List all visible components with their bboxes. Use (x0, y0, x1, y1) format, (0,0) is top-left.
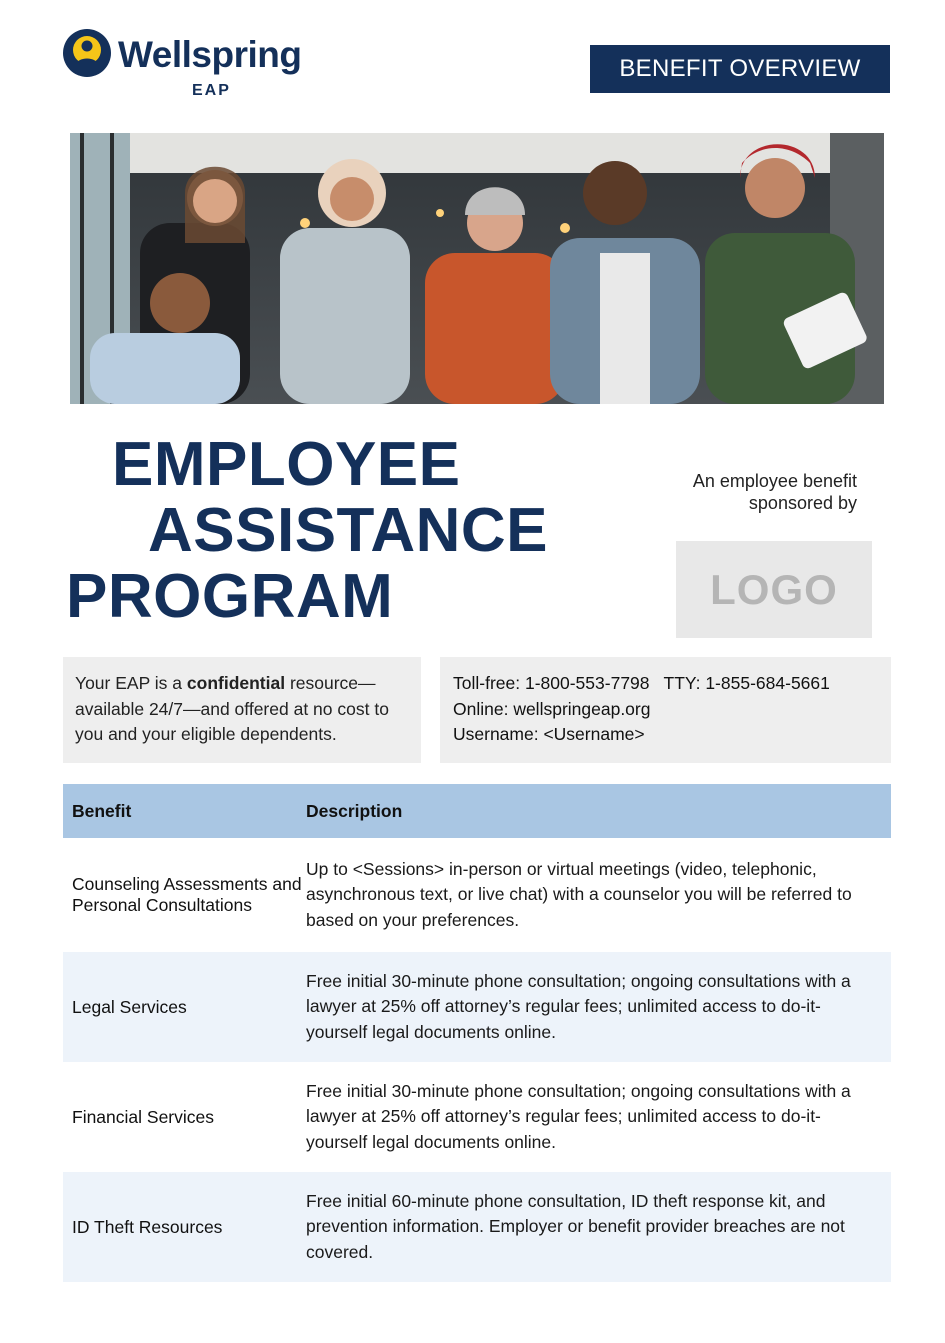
benefit-name: Counseling Assessments and Personal Consultations (72, 873, 302, 915)
intro-box (63, 657, 421, 763)
wellspring-logo-icon (62, 28, 112, 78)
benefit-name: Financial Services (72, 1106, 214, 1127)
sponsor-logo-placeholder: LOGO (676, 541, 872, 638)
tollfree-label: Toll-free: (453, 673, 525, 693)
contact-username-line (453, 722, 878, 748)
table-row (63, 838, 891, 952)
benefit-overview-badge: BENEFIT OVERVIEW (590, 45, 890, 93)
benefit-name: ID Theft Resources (72, 1216, 223, 1237)
title-line-2: ASSISTANCE (148, 496, 549, 565)
team-photo-icon (70, 133, 884, 404)
table-row (63, 1062, 891, 1172)
sponsor-text (640, 470, 857, 514)
username-label: Username: (453, 724, 544, 744)
brand-name: Wellspring (118, 34, 302, 75)
brand-logo (62, 28, 322, 104)
header-benefit: Benefit (72, 800, 132, 821)
contact-phone-line (453, 671, 878, 697)
header-description: Description (306, 800, 403, 821)
contact-online-line (453, 697, 878, 723)
benefits-table (63, 784, 891, 1282)
team-photo (70, 133, 884, 404)
brand-sub: EAP (192, 82, 231, 99)
online-link[interactable]: wellspringeap.org (513, 698, 651, 719)
benefit-description: Free initial 60-minute phone consultation, ID theft response kit, and prevention information. Employer or benefit provider breaches are not covered. (306, 1190, 845, 1262)
benefit-description: Free initial 30-minute phone consultation; ongoing consultations with a lawyer at 25% off attorney’s regular fees; unlimited access to do-it-yourself legal documents online. (306, 970, 851, 1042)
benefit-name: Legal Services (72, 996, 187, 1017)
table-row (63, 1172, 891, 1282)
sponsor-line-1: An employee benefit (692, 471, 857, 491)
table-header (63, 784, 891, 838)
contact-box (440, 657, 891, 763)
table-row (63, 952, 891, 1062)
intro-text-1: Your EAP is a (75, 673, 187, 693)
benefit-description: Free initial 30-minute phone consultation; ongoing consultations with a lawyer at 25% off attorney’s regular fees; unlimited access to do-it-yourself legal documents online. (306, 1080, 851, 1152)
title-line-3: PROGRAM (66, 562, 394, 631)
intro-text-2: resource—available 24/7—and offered at no cost to you and your eligible dependents. (75, 673, 389, 744)
tty-label: TTY: (663, 673, 706, 693)
sponsor-line-2: sponsored by (748, 493, 857, 513)
tty-number[interactable]: 1-855-684-5661 (705, 673, 830, 693)
online-label: Online: (453, 698, 514, 719)
title-line-1: EMPLOYEE (112, 430, 461, 499)
benefit-description: Up to <Sessions> in-person or virtual meetings (video, telephonic, asynchronous text, or live chat) with a counselor you will be referred to based on your preferences. (306, 858, 852, 930)
tollfree-number[interactable]: 1-800-553-7798 (524, 673, 650, 693)
intro-bold: confidential (186, 673, 286, 693)
username-value: <Username> (543, 724, 645, 744)
